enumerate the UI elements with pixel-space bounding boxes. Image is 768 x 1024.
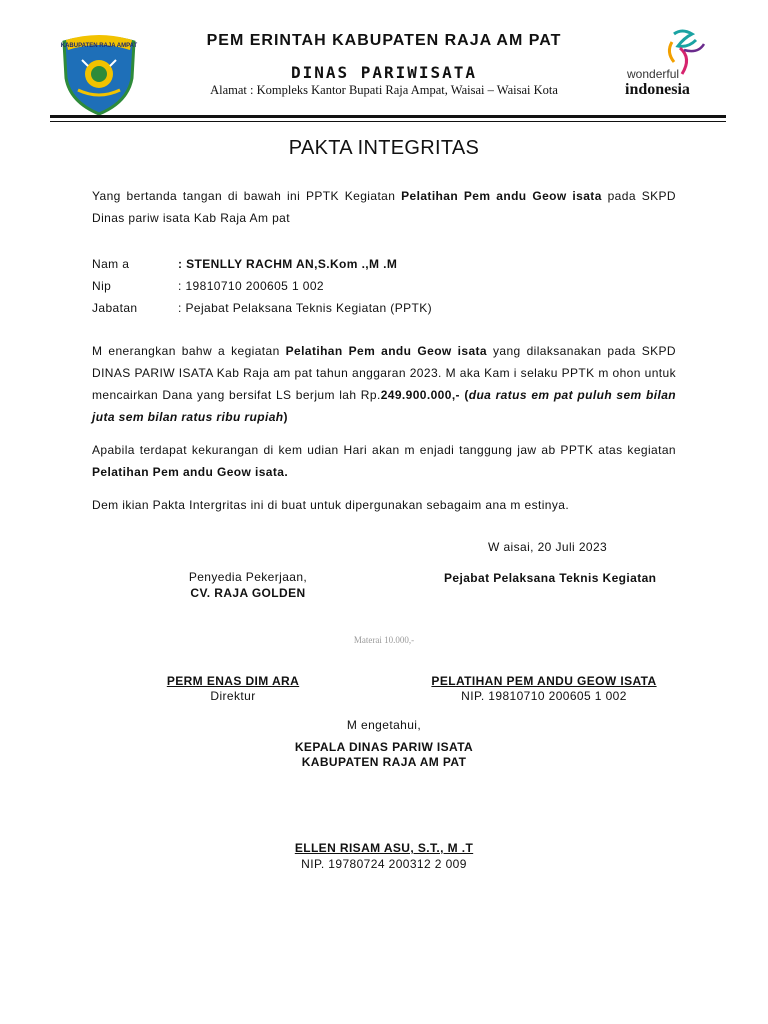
request-activity: Pelatihan Pem andu Geow isata xyxy=(285,344,487,358)
document-title: PAKTA INTEGRITAS xyxy=(288,137,480,159)
government-title: PEM ERINTAH KABUPATEN RAJA AM PAT xyxy=(206,32,562,49)
acknowledge-role-line1: KEPALA DINAS PARIW ISATA xyxy=(294,740,474,754)
field-label-position: Jabatan xyxy=(92,301,138,315)
request-amount-words: dua ratus em pat puluh sem bilan juta sem bilan ratus ribu rupiah xyxy=(92,388,676,424)
field-label-name: Nam a xyxy=(92,257,130,271)
official-role: Pejabat Pelaksana Teknis Kegiatan xyxy=(444,571,657,585)
department-title: DINAS PARIWISATA xyxy=(290,63,478,82)
intro-suffix: pada SKPD Dinas pariw isata Kab Raja Am pat xyxy=(92,189,676,225)
request-text-b: yang dilaksanakan pada SKPD DINAS PARIW ISATA Kab Raja am pat tahun anggaran 2023. M aka Kam i selaku PPTK m ohon untuk mencairkan Dana yang bersifat LS berjum lah Rp. xyxy=(92,344,676,402)
request-text-a: M enerangkan bahw a kegiatan xyxy=(92,344,286,358)
request-paragraph xyxy=(92,340,676,428)
provider-position: Direktur xyxy=(210,689,256,703)
field-value-nip: : 19810710 200605 1 002 xyxy=(178,279,324,293)
provider-company: CV. RAJA GOLDEN xyxy=(190,586,306,600)
header-rule-thick xyxy=(50,115,726,118)
head-nip: NIP. 19780724 200312 2 009 xyxy=(301,857,467,871)
intro-prefix: Yang bertanda tangan di bawah ini PPTK Kegiatan xyxy=(92,189,402,203)
field-label-nip: Nip xyxy=(92,279,112,293)
field-value-position: : Pejabat Pelaksana Teknis Kegiatan (PPTK) xyxy=(178,301,433,315)
provider-name: PERM ENAS DIM ARA xyxy=(166,674,300,688)
official-nip: NIP. 19810710 200605 1 002 xyxy=(461,689,627,703)
responsibility-text: Apabila terdapat kekurangan di kem udian Hari akan m enjadi tanggung jaw ab PPTK atas kegiatan xyxy=(92,443,676,457)
closing-paragraph: Dem ikian Pakta Intergritas ini di buat untuk dipergunakan sebagaim ana m estinya. xyxy=(92,498,570,512)
request-amount-close: ) xyxy=(283,410,288,424)
field-value-name: : STENLLY RACHM AN,S.Kom .,M .M xyxy=(178,257,398,271)
duty-stamp-text: Materai 10.000,- xyxy=(353,635,415,645)
acknowledge-role-line2: KABUPATEN RAJA AM PAT xyxy=(301,755,467,769)
request-amount: 249.900.000,- ( xyxy=(380,388,469,402)
intro-paragraph xyxy=(92,185,676,229)
intro-activity: Pelatihan Pem andu Geow isata xyxy=(401,189,602,203)
responsibility-paragraph xyxy=(92,439,676,483)
header-rule-thin xyxy=(50,121,726,122)
office-address: Alamat : Kompleks Kantor Bupati Raja Ampat, Waisai – Waisai Kota xyxy=(210,83,558,97)
acknowledge-label: M engetahui, xyxy=(346,718,422,732)
official-name: PELATIHAN PEM ANDU GEOW ISATA xyxy=(431,674,657,688)
regency-logo-text: KABUPATEN RAJA AMPAT xyxy=(60,43,138,49)
indonesia-text: indonesia xyxy=(625,81,690,98)
head-name: ELLEN RISAM ASU, S.T., M .T xyxy=(294,841,474,855)
regency-logo xyxy=(58,30,140,116)
responsibility-activity: Pelatihan Pem andu Geow isata. xyxy=(92,465,289,479)
place-date: W aisai, 20 Juli 2023 xyxy=(488,540,608,554)
wonderful-indonesia-logo xyxy=(622,28,728,104)
wonderful-text: wonderful xyxy=(627,67,680,81)
provider-role: Penyedia Pekerjaan, xyxy=(188,570,308,584)
